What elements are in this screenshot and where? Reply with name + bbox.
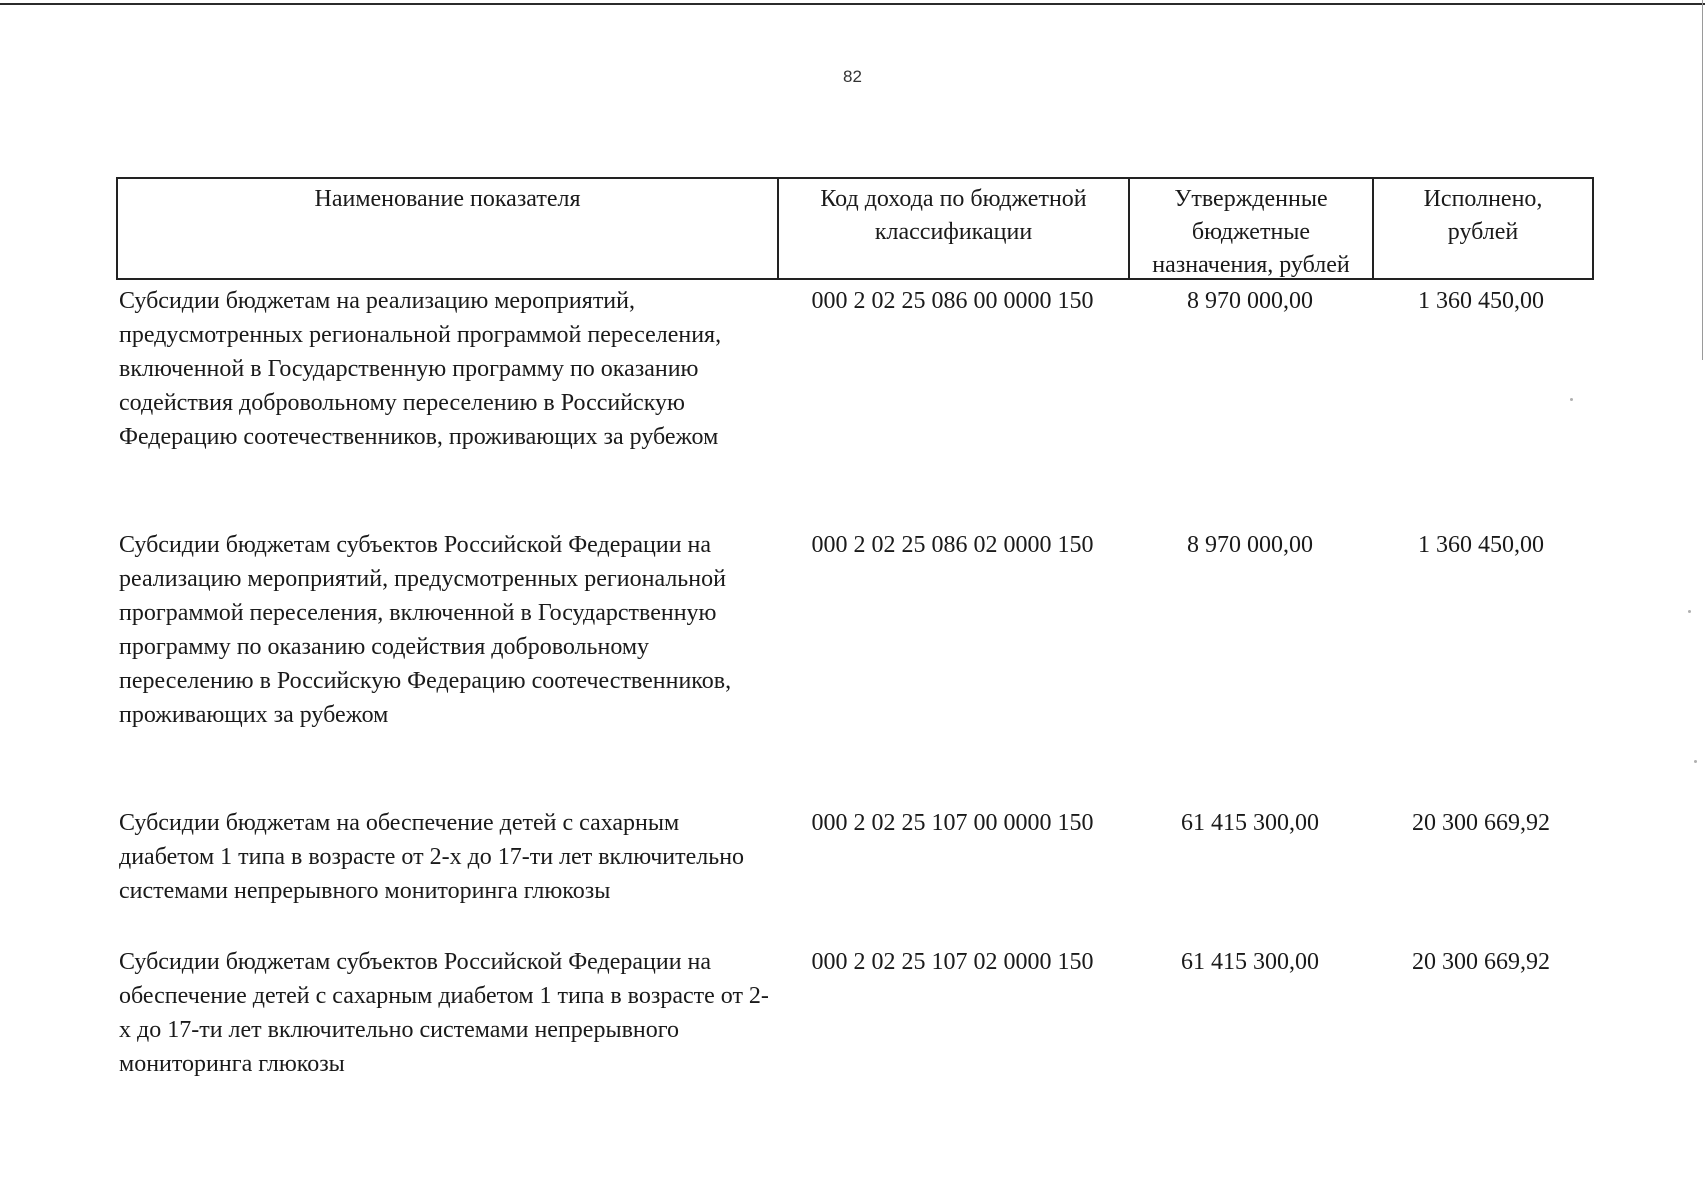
table-row <box>116 284 1594 454</box>
row-code: 000 2 02 25 107 00 0000 150 <box>811 810 1094 836</box>
row-code: 000 2 02 25 086 00 0000 150 <box>811 288 1094 314</box>
row-approved: 8 970 000,00 <box>1187 288 1313 314</box>
header-indicator-name: Наименование показателя <box>118 179 779 278</box>
row-name: Субсидии бюджетам на реализацию мероприятий, предусмотренных региональной программой переселения, включенной в Государственную программу по оказанию содействия добровольному переселению в Российскую Федерацию соотечественников, проживающих за рубежом <box>119 288 722 450</box>
row-executed: 20 300 669,92 <box>1412 810 1550 836</box>
scan-speck <box>1688 610 1691 613</box>
row-executed: 20 300 669,92 <box>1412 949 1550 975</box>
row-approved: 8 970 000,00 <box>1187 532 1313 558</box>
row-code: 000 2 02 25 086 02 0000 150 <box>811 532 1094 558</box>
row-code: 000 2 02 25 107 02 0000 150 <box>811 949 1094 975</box>
row-executed: 1 360 450,00 <box>1418 532 1544 558</box>
row-approved: 61 415 300,00 <box>1181 810 1319 836</box>
table-row <box>116 528 1594 732</box>
header-income-code: Код дохода по бюджетной классификации <box>779 179 1130 278</box>
page-number: 82 <box>843 67 862 86</box>
header-executed: Исполнено, рублей <box>1423 186 1543 245</box>
table-header <box>116 177 1594 280</box>
row-executed: 1 360 450,00 <box>1418 288 1544 314</box>
table-row <box>116 806 1594 908</box>
table-row <box>116 945 1594 1081</box>
scan-edge-line <box>1702 0 1703 360</box>
row-name: Субсидии бюджетам субъектов Российской Федерации на обеспечение детей с сахарным диабетом 1 типа в возрасте от 2-х до 17-ти лет включительно системами непрерывного мониторинга глюкозы <box>119 949 769 1077</box>
scan-border-line <box>0 3 1705 5</box>
header-approved: Утвержденные бюджетные назначения, рублей <box>1130 179 1374 278</box>
row-name: Субсидии бюджетам субъектов Российской Федерации на реализацию мероприятий, предусмотренных региональной программой переселения, включенной в Государственную программу по оказанию содействия добровольному переселению в Российскую Федерацию соотечественников, проживающих за рубежом <box>119 532 732 728</box>
row-name: Субсидии бюджетам на обеспечение детей с сахарным диабетом 1 типа в возрасте от 2-х до 17-ти лет включительно системами непрерывного мониторинга глюкозы <box>119 810 745 904</box>
row-approved: 61 415 300,00 <box>1181 949 1319 975</box>
scan-speck <box>1694 760 1697 763</box>
